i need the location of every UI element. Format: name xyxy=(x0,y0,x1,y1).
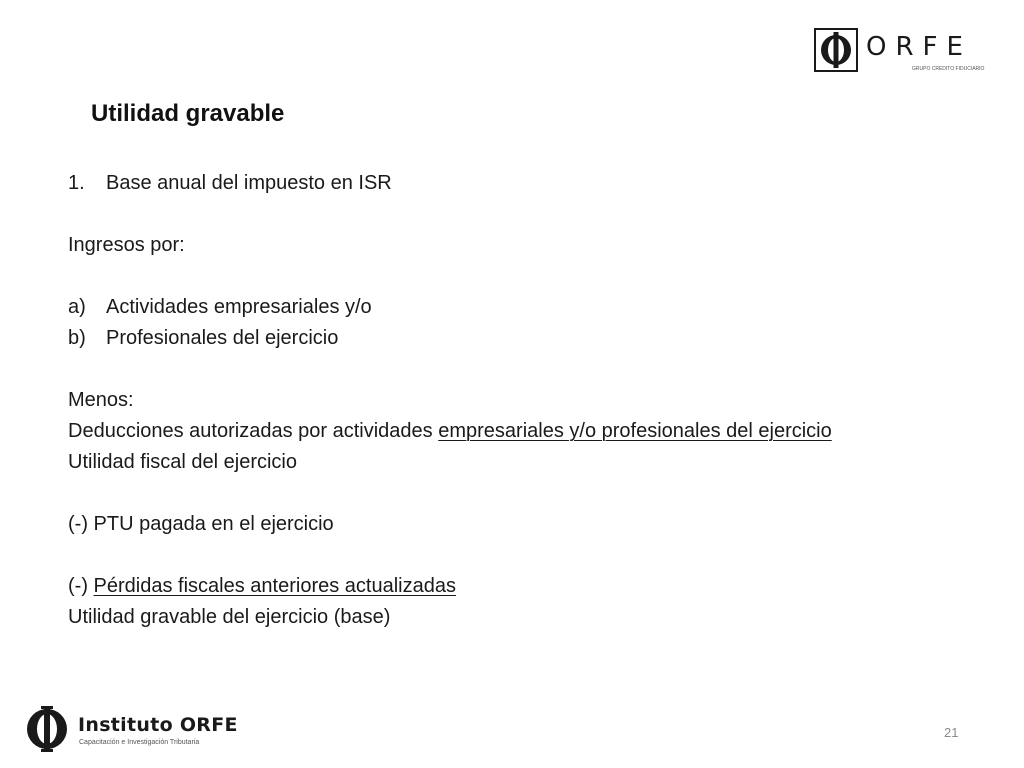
deducciones-text: Deducciones autorizadas por actividades xyxy=(68,420,439,442)
list-marker: 1. xyxy=(68,172,85,194)
menos-label: Menos: xyxy=(68,389,134,411)
instituto-orfe-logo xyxy=(22,704,262,754)
perdidas-line xyxy=(68,571,888,602)
lettered-item-b xyxy=(68,323,888,354)
numbered-item xyxy=(68,168,888,199)
instituto-tagline: Capacitación e Investigación Tributaria xyxy=(79,739,200,746)
list-item-text: Base anual del impuesto en ISR xyxy=(106,172,392,194)
lettered-item-a xyxy=(68,292,888,323)
utilidad-gravable-line: Utilidad gravable del ejercicio (base) xyxy=(68,606,391,628)
utilidad-fiscal-line: Utilidad fiscal del ejercicio xyxy=(68,451,297,473)
orfe-phi-logo-icon xyxy=(814,28,858,72)
slide-title: Utilidad gravable xyxy=(91,100,285,127)
list-marker: a) xyxy=(68,296,86,318)
perdidas-prefix: (-) xyxy=(68,575,94,597)
deducciones-line xyxy=(68,416,888,447)
page-number: 21 xyxy=(944,725,959,740)
orfe-logo xyxy=(810,24,984,76)
orfe-tagline: GRUPO CREDITO FIDUCIARIO xyxy=(912,66,985,72)
orfe-wordmark: ORFE xyxy=(866,32,972,62)
list-marker: b) xyxy=(68,327,86,349)
slide-body xyxy=(68,168,888,633)
deducciones-underlined-text: empresariales y/o profesionales del ejercicio xyxy=(438,420,832,442)
list-item-text: Profesionales del ejercicio xyxy=(106,327,339,349)
ingresos-label: Ingresos por: xyxy=(68,234,185,256)
instituto-phi-logo-icon xyxy=(22,704,72,754)
ptu-line: (-) PTU pagada en el ejercicio xyxy=(68,513,334,535)
instituto-name: Instituto ORFE xyxy=(78,714,238,736)
list-item-text: Actividades empresariales y/o xyxy=(106,296,372,318)
perdidas-underlined-text: Pérdidas fiscales anteriores actualizadas xyxy=(93,575,456,597)
